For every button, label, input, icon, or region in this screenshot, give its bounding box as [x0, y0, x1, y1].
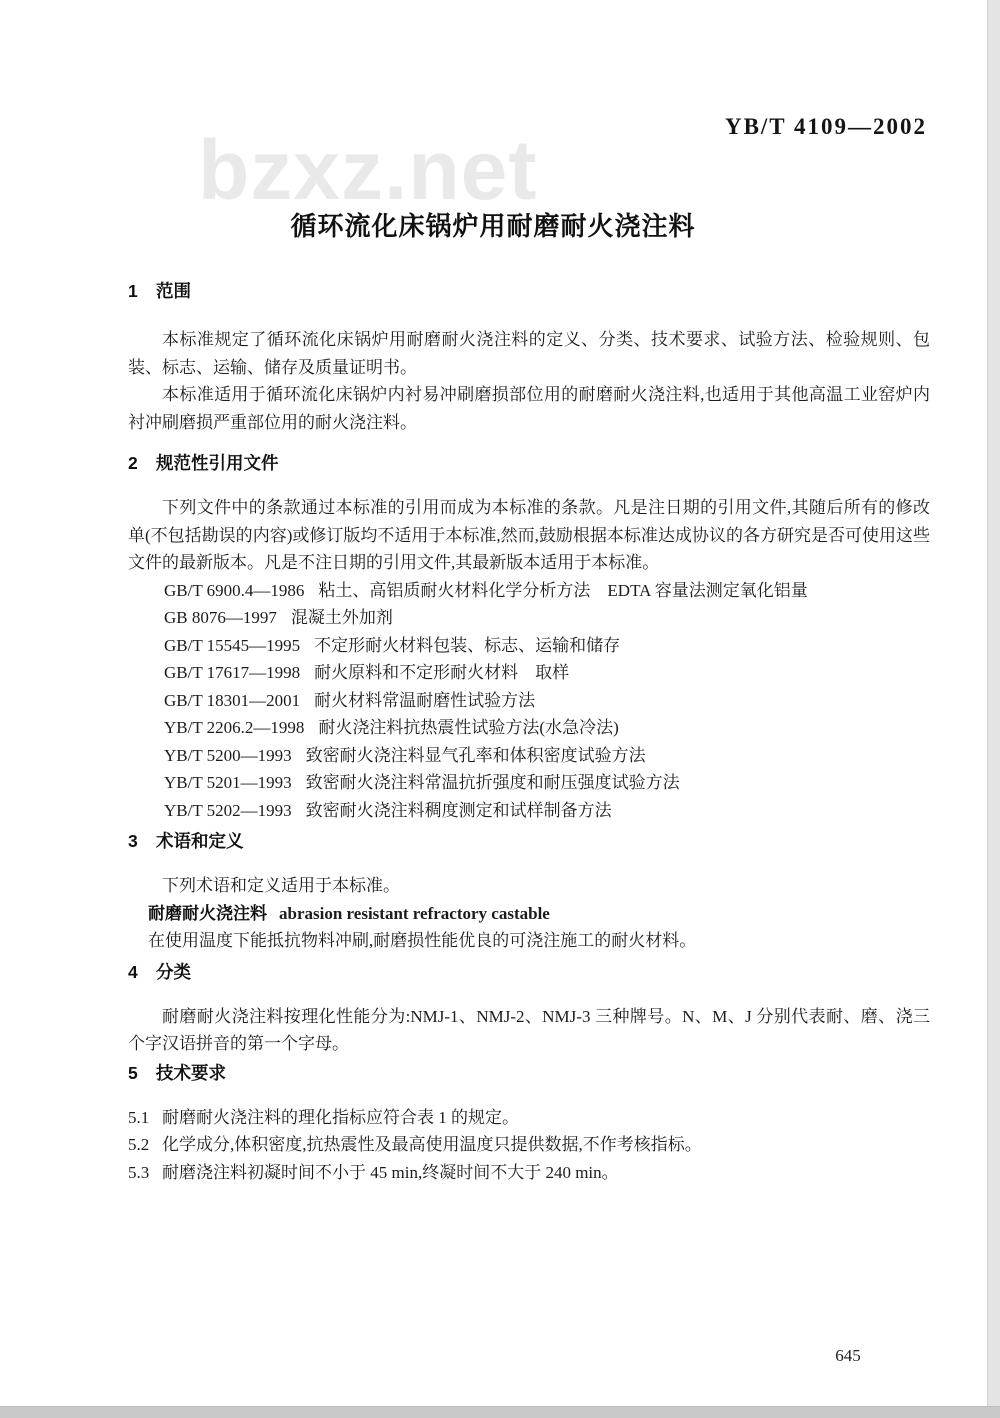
section-2-heading	[128, 452, 930, 474]
paragraph: 本标准规定了循环流化床锅炉用耐磨耐火浇注料的定义、分类、技术要求、试验方法、检验规则、包装、标志、运输、储存及质量证明书。	[128, 330, 930, 377]
reference-code: GB/T 15545—1995	[164, 635, 301, 655]
term-chinese: 耐磨耐火浇注料	[148, 903, 267, 923]
reference-item	[164, 659, 930, 687]
term-english: abrasion resistant refractory castable	[279, 903, 550, 923]
reference-title: 致密耐火浇注料常温抗折强度和耐压强度试验方法	[305, 773, 680, 792]
section-title: 规范性引用文件	[156, 453, 279, 473]
reference-code: YB/T 5201—1993	[164, 773, 292, 792]
clause-number: 5.1	[128, 1107, 150, 1127]
reference-item	[164, 687, 930, 715]
term-definition-heading	[148, 900, 930, 928]
clause-text: 耐磨浇注料初凝时间不小于 45 min,终凝时间不大于 240 min。	[162, 1162, 619, 1182]
reference-title: 耐火浇注料抗热震性试验方法(水急冷法)	[318, 718, 619, 737]
reference-item	[164, 604, 930, 632]
page-number: 645	[835, 1346, 861, 1365]
reference-title: 致密耐火浇注料稠度测定和试样制备方法	[305, 800, 612, 820]
document-title: 循环流化床锅炉用耐磨耐火浇注料	[290, 211, 696, 241]
section-number: 1	[128, 281, 138, 301]
reference-item	[164, 769, 930, 797]
paragraph: 下列文件中的条款通过本标准的引用而成为本标准的条款。凡是注日期的引用文件,其随后所有的修改单(不包括勘误的内容)或修订版均不适用于本标准,然而,鼓励根据本标准达成协议的各方研究是否可使用这些文件的最新版本。凡是不注日期的引用文件,其最新版本适用于本标准。	[128, 498, 930, 572]
reference-title: 致密耐火浇注料显气孔率和体积密度试验方法	[305, 745, 646, 765]
paragraph: 下列术语和定义适用于本标准。	[162, 876, 400, 895]
reference-title: 耐火材料常温耐磨性试验方法	[314, 690, 536, 710]
reference-item	[164, 797, 930, 825]
section-number: 5	[128, 1062, 138, 1083]
reference-code: YB/T 5200—1993	[164, 745, 292, 765]
clause-5-1	[128, 1104, 930, 1132]
section-5-heading	[128, 1062, 930, 1084]
reference-title: 不定形耐火材料包装、标志、运输和储存	[314, 635, 621, 655]
reference-code: GB 8076—1997	[164, 608, 277, 627]
section-number: 2	[128, 453, 138, 473]
clause-number: 5.3	[128, 1162, 150, 1182]
scan-edge-bottom	[0, 1406, 1000, 1418]
reference-title: 粘土、高铝质耐火材料化学分析方法 EDTA 容量法测定氧化铝量	[318, 580, 808, 600]
paragraph: 耐磨耐火浇注料按理化性能分为:NMJ-1、NMJ-2、NMJ-3 三种牌号。N、M、J 分别代表耐、磨、浇三个字汉语拼音的第一个字母。	[128, 1006, 930, 1053]
reference-code: GB/T 17617—1998	[164, 663, 301, 682]
section-title: 范围	[156, 281, 191, 301]
section-4-heading	[128, 961, 930, 983]
section-1-heading	[128, 280, 930, 302]
paragraph: 本标准适用于循环流化床锅炉内衬易冲刷磨损部位用的耐磨耐火浇注料,也适用于其他高温工业窑炉内衬冲刷磨损严重部位用的耐火浇注料。	[128, 385, 930, 432]
reference-code: GB/T 18301—2001	[164, 690, 301, 710]
clause-text: 耐磨耐火浇注料的理化指标应符合表 1 的规定。	[162, 1107, 519, 1127]
section-title: 技术要求	[156, 1062, 226, 1083]
section-title: 术语和定义	[156, 831, 244, 851]
section-3-heading	[128, 830, 930, 852]
section-title: 分类	[156, 961, 191, 982]
reference-title: 耐火原料和不定形耐火材料 取样	[314, 663, 570, 682]
watermark-text: bzxz.net	[198, 123, 538, 217]
reference-code: GB/T 6900.4—1986	[164, 580, 305, 600]
reference-code: YB/T 5202—1993	[164, 800, 292, 820]
scan-edge-right	[987, 0, 1000, 1418]
term-definition-text: 在使用温度下能抵抗物料冲刷,耐磨损性能优良的可浇注施工的耐火材料。	[148, 931, 697, 950]
clause-5-2	[128, 1131, 930, 1159]
reference-item	[164, 742, 930, 770]
section-number: 3	[128, 831, 138, 851]
standard-number: YB/T 4109—2002	[724, 114, 927, 139]
section-number: 4	[128, 961, 138, 982]
clause-text: 化学成分,体积密度,抗热震性及最高使用温度只提供数据,不作考核指标。	[162, 1135, 702, 1154]
reference-item	[164, 632, 930, 660]
reference-code: YB/T 2206.2—1998	[164, 718, 305, 737]
clause-number: 5.2	[128, 1135, 150, 1154]
document-body	[128, 268, 930, 1186]
reference-item	[164, 577, 930, 605]
reference-item	[164, 714, 930, 742]
reference-title: 混凝土外加剂	[290, 608, 393, 627]
clause-5-3	[128, 1159, 930, 1187]
